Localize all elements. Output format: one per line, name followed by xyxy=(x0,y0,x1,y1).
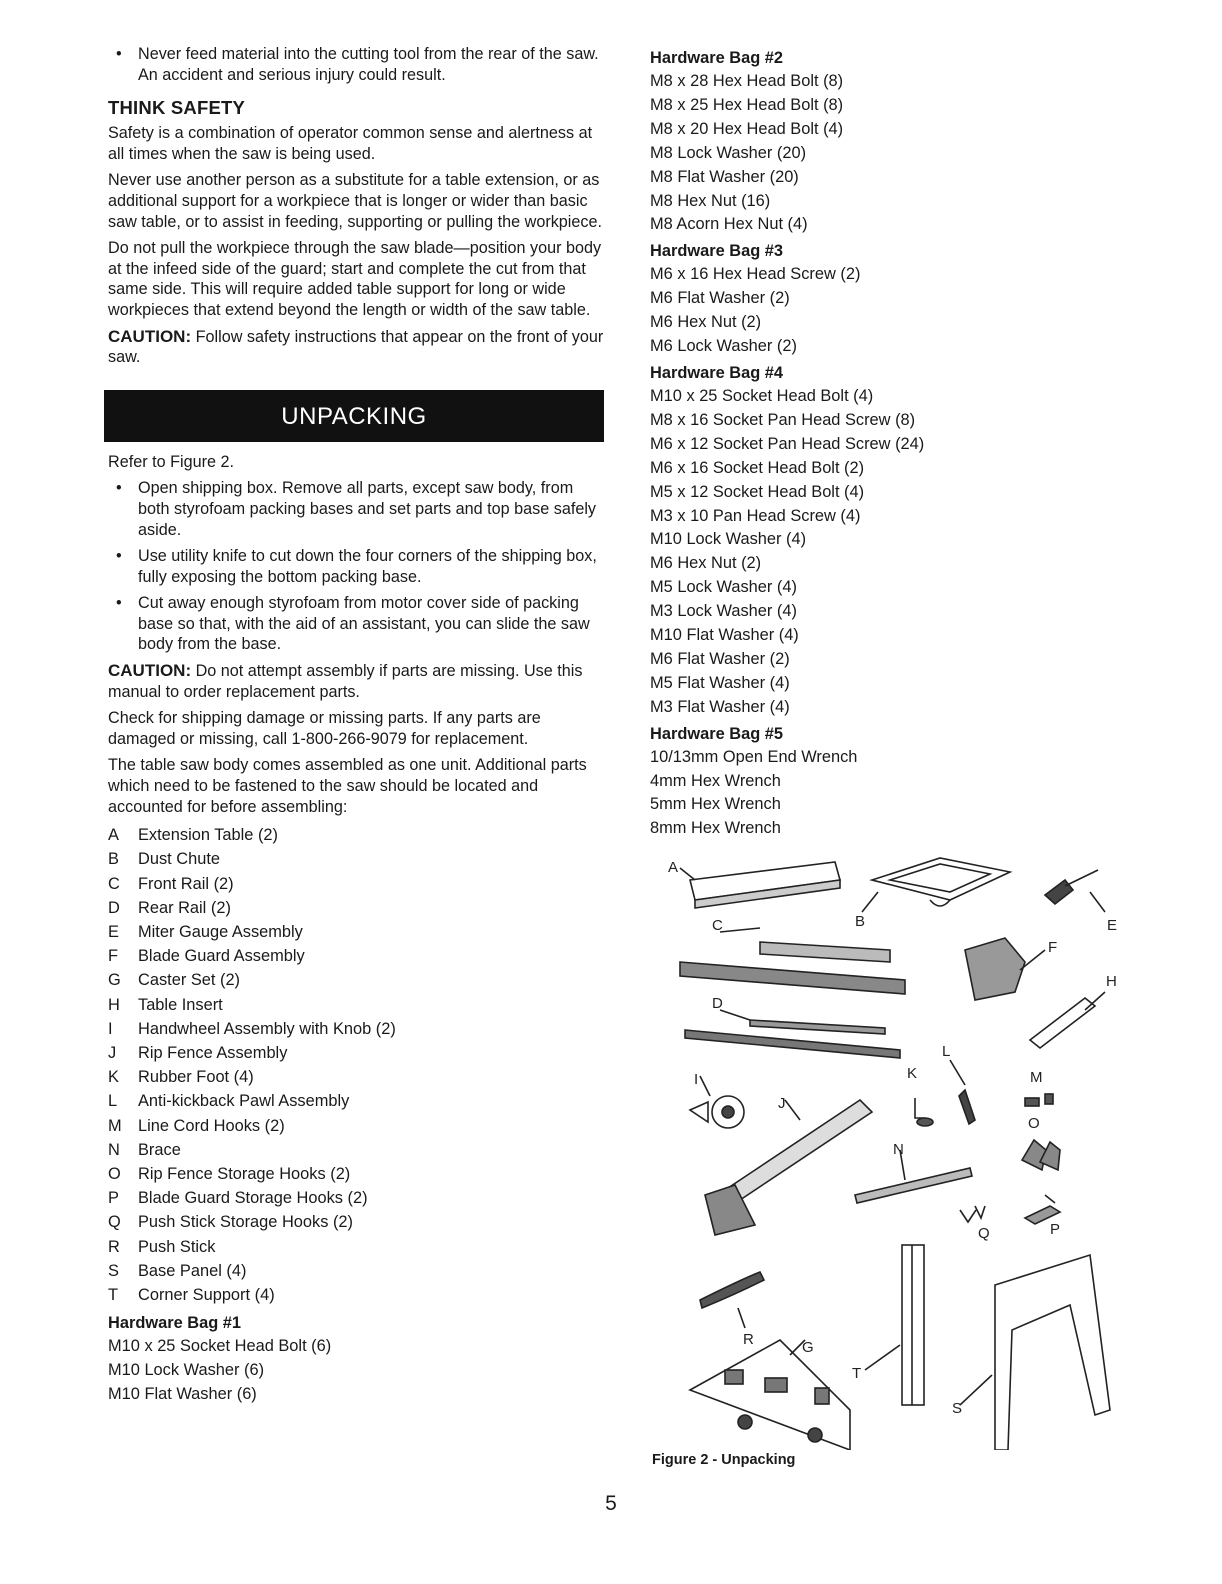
unpacking-bullet-1: • Open shipping box. Remove all parts, except saw body, from both styrofoam packing bases and set parts and top base safely aside. xyxy=(108,478,608,540)
part-name: Blade Guard Assembly xyxy=(138,947,305,966)
hardware-item: M6 Hex Nut (2) xyxy=(650,313,762,332)
figure-label-r: R xyxy=(743,1331,754,1348)
hardware-item: M5 Lock Washer (4) xyxy=(650,578,797,597)
left-column xyxy=(108,44,608,1408)
hardware-bag-2 xyxy=(650,46,1170,237)
part-item xyxy=(108,993,608,1017)
figure-label-n: N xyxy=(893,1141,904,1158)
part-name: Blade Guard Storage Hooks (2) xyxy=(138,1189,368,1208)
figure-caption: Figure 2 - Unpacking xyxy=(652,1452,796,1468)
part-letter: H xyxy=(108,995,120,1014)
page-number: 5 xyxy=(605,1492,617,1515)
pawl-drawing xyxy=(950,1060,975,1124)
hardware-bag-title: Hardware Bag #3 xyxy=(650,242,784,261)
hardware-item: 8mm Hex Wrench xyxy=(650,819,781,838)
figure-label-f: F xyxy=(1048,939,1058,956)
part-letter: E xyxy=(108,923,119,942)
part-item xyxy=(108,1283,608,1307)
part-name: Table Insert xyxy=(138,995,223,1014)
part-letter: T xyxy=(108,1286,119,1305)
parts-illustration xyxy=(650,850,1140,1450)
figure-label-g: G xyxy=(802,1339,814,1356)
part-name: Push Stick Storage Hooks (2) xyxy=(138,1213,353,1232)
caution-label: CAUTION: xyxy=(108,661,192,681)
hardware-bag-title: Hardware Bag #2 xyxy=(650,49,784,67)
hardware-item: M6 Hex Nut (2) xyxy=(650,554,762,573)
hardware-item: M6 Flat Washer (2) xyxy=(650,289,790,308)
miter-gauge-drawing xyxy=(1045,870,1105,912)
part-letter: F xyxy=(108,947,119,966)
hardware-item: M5 Flat Washer (4) xyxy=(650,673,790,692)
figure-label-b: B xyxy=(855,913,866,930)
part-name: Caster Set (2) xyxy=(138,971,241,990)
hardware-item: M3 Flat Washer (4) xyxy=(650,697,790,716)
part-item xyxy=(108,1162,608,1186)
part-name: Push Stick xyxy=(138,1237,216,1256)
part-letter: J xyxy=(108,1044,117,1063)
part-letter: C xyxy=(108,874,120,893)
hardware-item: M10 x 25 Socket Head Bolt (4) xyxy=(650,386,874,405)
figure-label-s: S xyxy=(952,1400,963,1417)
part-name: Corner Support (4) xyxy=(138,1286,275,1305)
hardware-item: M8 x 16 Socket Pan Head Screw (8) xyxy=(650,410,916,429)
part-name: Anti-kickback Pawl Assembly xyxy=(138,1092,350,1111)
rubber-foot-drawing xyxy=(915,1098,933,1126)
hardware-item: M8 Acorn Hex Nut (4) xyxy=(650,215,808,234)
hardware-item: M8 Lock Washer (20) xyxy=(650,143,807,162)
right-column xyxy=(650,44,1170,842)
part-name: Extension Table (2) xyxy=(138,826,279,845)
hardware-item: M10 Flat Washer (4) xyxy=(650,626,799,645)
extension-table-drawing xyxy=(680,862,840,908)
intro-bullet: • Never feed material into the cutting tool from the rear of the saw. An accident and serious injury could result. xyxy=(108,44,608,85)
line-cord-hooks-drawing xyxy=(1025,1094,1053,1106)
part-item xyxy=(108,944,608,968)
part-letter: A xyxy=(108,826,119,845)
figure-label-m: M xyxy=(1030,1069,1043,1086)
part-item xyxy=(108,1259,608,1283)
unpacking-paragraph-2: The table saw body comes assembled as one unit. Additional parts which need to be fastened to the saw should be located and accounted for before assembling: xyxy=(108,756,587,816)
part-item xyxy=(108,1065,608,1089)
part-letter: N xyxy=(108,1140,120,1159)
part-item xyxy=(108,1138,608,1162)
part-letter: G xyxy=(108,971,121,990)
part-name: Rear Rail (2) xyxy=(138,898,231,917)
hardware-item: M8 x 28 Hex Head Bolt (8) xyxy=(650,72,844,90)
unpacking-figure xyxy=(650,850,1140,1450)
hardware-bag-items xyxy=(650,70,1170,237)
hardware-item: M6 Flat Washer (2) xyxy=(650,649,790,668)
part-name: Base Panel (4) xyxy=(138,1261,247,1280)
hardware-item: M6 x 16 Socket Head Bolt (2) xyxy=(650,458,865,477)
part-item xyxy=(108,1114,608,1138)
hardware-bag-title: Hardware Bag #1 xyxy=(108,1314,242,1333)
part-item xyxy=(108,896,608,920)
push-stick-storage-hooks-drawing xyxy=(960,1206,985,1222)
hardware-item: M8 Hex Nut (16) xyxy=(650,191,771,210)
figure-label-o: O xyxy=(1028,1115,1040,1132)
part-letter: Q xyxy=(108,1213,121,1232)
caution-text: Do not attempt assembly if parts are missing. Use this manual to order replacement parts. xyxy=(108,662,583,701)
part-name: Front Rail (2) xyxy=(138,874,234,893)
think-safety-paragraph-2: Never use another person as a substitute for a table extension, or as additional support for a workpiece that is longer or wider than basic saw table, or to assist in feeding, supporting or pulling the workpiece. xyxy=(108,171,602,231)
figure-label-e: E xyxy=(1107,917,1118,934)
unpacking-bullets xyxy=(108,478,608,655)
part-letter: M xyxy=(108,1116,122,1135)
part-letter: O xyxy=(108,1165,121,1184)
part-letter: B xyxy=(108,850,119,869)
hardware-item: M10 Lock Washer (6) xyxy=(108,1361,265,1380)
figure-label-h: H xyxy=(1106,973,1117,990)
parts-list xyxy=(108,823,608,1307)
figure-label-k: K xyxy=(907,1065,918,1082)
think-safety-heading: THINK SAFETY xyxy=(108,97,246,119)
hardware-item: M6 Lock Washer (2) xyxy=(650,337,797,356)
hardware-item: M3 Lock Washer (4) xyxy=(650,602,797,621)
blade-guard-storage-hooks-drawing xyxy=(1025,1195,1060,1224)
part-item xyxy=(108,823,608,847)
part-name: Brace xyxy=(138,1140,181,1159)
caution-text: Follow safety instructions that appear on the front of your saw. xyxy=(108,327,604,367)
part-item xyxy=(108,1186,608,1210)
part-item xyxy=(108,968,608,992)
part-item xyxy=(108,1235,608,1259)
hardware-item: M8 Flat Washer (20) xyxy=(650,167,799,186)
hardware-bag-items xyxy=(650,746,1170,842)
part-item xyxy=(108,847,608,871)
unpacking-refer: Refer to Figure 2. xyxy=(108,452,234,471)
figure-label-c: C xyxy=(712,917,723,934)
part-item xyxy=(108,920,608,944)
hardware-item: M5 x 12 Socket Head Bolt (4) xyxy=(650,482,865,501)
part-letter: S xyxy=(108,1261,119,1280)
part-item xyxy=(108,872,608,896)
push-stick-drawing xyxy=(700,1272,764,1328)
hardware-bag-items xyxy=(650,385,1170,720)
figure-label-a: A xyxy=(668,859,679,876)
unpacking-bullet-2: • Use utility knife to cut down the four corners of the shipping box, fully exposing the bottom packing base. xyxy=(108,546,608,587)
caster-set-drawing xyxy=(690,1340,850,1450)
hardware-item: 4mm Hex Wrench xyxy=(650,771,781,790)
hardware-item: M10 Flat Washer (6) xyxy=(108,1385,257,1404)
hardware-item: 5mm Hex Wrench xyxy=(650,795,781,814)
hardware-item: M10 Lock Washer (4) xyxy=(650,530,807,549)
hardware-item: M8 x 20 Hex Head Bolt (4) xyxy=(650,119,844,138)
intro-bullets xyxy=(108,44,608,85)
think-safety-paragraph-1: Safety is a combination of operator common sense and alertness at all times when the saw is being used. xyxy=(108,124,593,163)
figure-label-i: I xyxy=(694,1071,699,1088)
part-letter: R xyxy=(108,1237,120,1256)
figure-label-l: L xyxy=(942,1043,951,1060)
figure-label-q: Q xyxy=(978,1225,990,1242)
blade-guard-drawing xyxy=(965,938,1045,1000)
front-rail-drawing xyxy=(680,928,905,994)
hardware-item: M6 x 16 Hex Head Screw (2) xyxy=(650,265,861,284)
part-name: Rip Fence Assembly xyxy=(138,1044,288,1063)
rear-rail-drawing xyxy=(685,1010,900,1058)
part-item xyxy=(108,1210,608,1234)
part-letter: D xyxy=(108,898,120,917)
hardware-bag-5 xyxy=(650,722,1170,842)
part-name: Rubber Foot (4) xyxy=(138,1068,254,1087)
part-item xyxy=(108,1041,608,1065)
hardware-item: M6 x 12 Socket Pan Head Screw (24) xyxy=(650,434,925,453)
think-safety-paragraph-3: Do not pull the workpiece through the saw blade—position your body at the infeed side of the guard; start and complete the cut from that same side. This will require added table support for long or wide workpieces that extend beyond the length or width of the saw table. xyxy=(108,239,602,319)
think-safety-caution xyxy=(108,327,608,368)
figure-label-t: T xyxy=(852,1365,862,1382)
unpacking-banner: UNPACKING xyxy=(104,390,604,442)
table-insert-drawing xyxy=(1030,992,1105,1048)
part-name: Handwheel Assembly with Knob (2) xyxy=(138,1019,396,1038)
part-letter: P xyxy=(108,1189,119,1208)
dust-chute-drawing xyxy=(862,858,1010,912)
unpacking-caution xyxy=(108,661,608,702)
figure-label-j: J xyxy=(778,1095,786,1112)
unpacking-paragraph-1: Check for shipping damage or missing parts. If any parts are damaged or missing, call 1-800-266-9079 for replacement. xyxy=(108,709,541,748)
part-item xyxy=(108,1017,608,1041)
hardware-bag-3 xyxy=(650,239,1170,359)
part-letter: K xyxy=(108,1068,119,1087)
figure-label-p: P xyxy=(1050,1221,1061,1238)
part-name: Rip Fence Storage Hooks (2) xyxy=(138,1165,351,1184)
brace-drawing xyxy=(855,1150,972,1203)
part-letter: L xyxy=(108,1092,118,1111)
figure-label-d: D xyxy=(712,995,723,1012)
hardware-bag-4 xyxy=(650,361,1170,720)
hardware-bag-items xyxy=(650,263,1170,359)
unpacking-bullet-3: • Cut away enough styrofoam from motor cover side of packing base so that, with the aid of an assistant, you can slide the saw body from the base. xyxy=(108,593,608,655)
hardware-bag-title: Hardware Bag #5 xyxy=(650,724,784,743)
hardware-item: M3 x 10 Pan Head Screw (4) xyxy=(650,506,861,525)
caution-label: CAUTION: xyxy=(108,326,192,346)
hardware-item: M10 x 25 Socket Head Bolt (6) xyxy=(108,1337,332,1356)
hardware-item: 10/13mm Open End Wrench xyxy=(650,747,858,766)
part-name: Dust Chute xyxy=(138,850,220,869)
part-name: Miter Gauge Assembly xyxy=(138,923,303,942)
hardware-bag-items xyxy=(108,1335,608,1407)
hardware-bag-title: Hardware Bag #4 xyxy=(650,363,784,382)
rip-fence-storage-hooks-drawing xyxy=(1022,1140,1060,1170)
hardware-item: M8 x 25 Hex Head Bolt (8) xyxy=(650,95,844,114)
part-item xyxy=(108,1089,608,1113)
hardware-bag-1 xyxy=(108,1311,608,1407)
part-letter: I xyxy=(108,1019,113,1038)
base-panel-drawing xyxy=(960,1255,1110,1450)
corner-support-drawing xyxy=(865,1245,924,1405)
part-name: Line Cord Hooks (2) xyxy=(138,1116,285,1135)
